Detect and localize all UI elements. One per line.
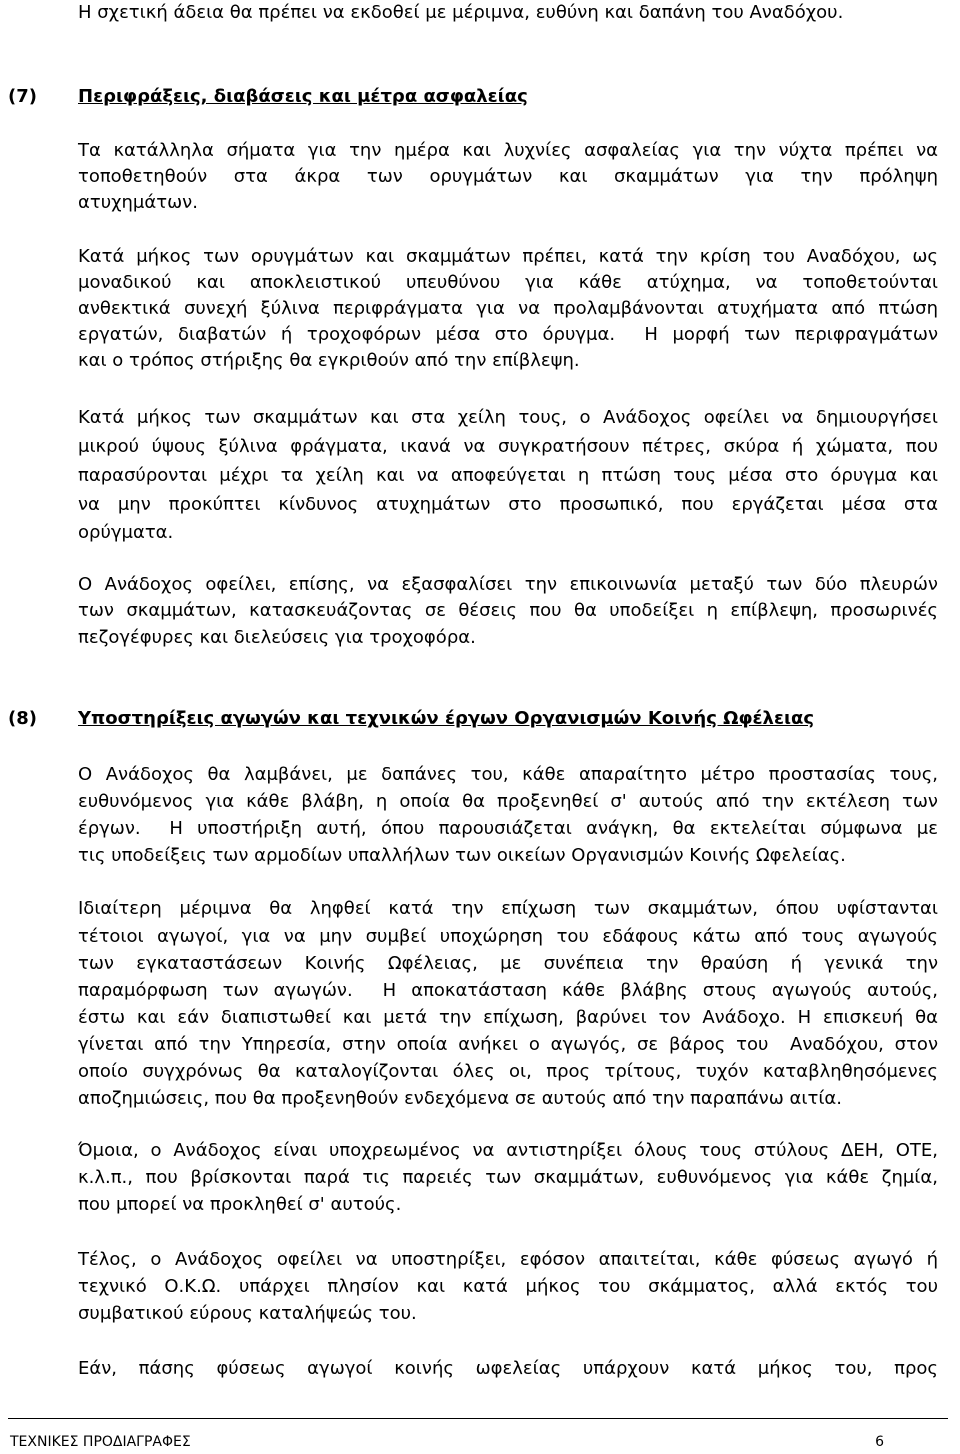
footer-page-number: 6 <box>875 1434 884 1450</box>
text-line: μοναδικού και αποκλειστικού υπευθύνου για κάθε ατύχημα, να τοποθετούνται <box>78 272 938 293</box>
text-line: εργατών, διαβατών ή τροχοφόρων μέσα στο όρυγμα. Η μορφή των περιφραγμάτων <box>78 324 938 345</box>
text-line: ανθεκτικά συνεχή ξύλινα περιφράγματα για να προλαμβάνονται ατυχήματα από πτώση <box>78 298 938 319</box>
text-line: έργων. Η υποστήριξη αυτή, όπου παρουσιάζεται ανάγκη, θα εκτελείται σύμφωνα με <box>78 818 938 839</box>
text-line: τοποθετηθούν στα άκρα των ορυγμάτων και σκαμμάτων για την πρόληψη <box>78 166 938 187</box>
text-line: πεζογέφυρες και διελεύσεις για τροχοφόρα. <box>78 627 476 648</box>
section-7-number: (7) <box>8 86 37 107</box>
text-line: ατυχημάτων. <box>78 192 198 213</box>
text-line: ευθυνόμενος για κάθε βλάβη, η οποία θα προξενηθεί σ' αυτούς από την εκτέλεση των <box>78 791 938 812</box>
text-line: τέτοιοι αγωγοί, για να μην συμβεί υποχώρηση του εδάφους κάτω από τους αγωγούς <box>78 926 938 947</box>
text-line: κ.λ.π., που βρίσκονται παρά τις παρειές των σκαμμάτων, ευθυνόμενος για κάθε ζημία, <box>78 1167 938 1188</box>
text-line: παραμόρφωση των αγωγών. Η αποκατάσταση κάθε βλάβης στους αγωγούς αυτούς, <box>78 980 938 1001</box>
text-line: αποζημιώσεις, που θα προξενηθούν ενδεχόμενα σε αυτούς από την παραπάνω αιτία. <box>78 1088 842 1109</box>
text-line: Τα κατάλληλα σήματα για την ημέρα και λυχνίες ασφαλείας για την νύχτα πρέπει να <box>78 140 938 161</box>
text-line: συμβατικού εύρους καταλήψεώς του. <box>78 1303 417 1324</box>
section-7-title: Περιφράξεις, διαβάσεις και μέτρα ασφαλείας <box>78 86 528 107</box>
text-line: των σκαμμάτων, κατασκευάζοντας σε θέσεις που θα υποδείξει η επίβλεψη, προσωρινές <box>78 600 938 621</box>
text-line: Εάν, πάσης φύσεως αγωγοί κοινής ωφελείας υπάρχουν κατά μήκος του, προς <box>78 1358 938 1379</box>
text-line: γίνεται από την Υπηρεσία, στην οποία ανήκει ο αγωγός, σε βάρος του Αναδόχου, στον <box>78 1034 938 1055</box>
text-line: Κατά μήκος των σκαμμάτων και στα χείλη τους, ο Ανάδοχος οφείλει να δημιουργήσει <box>78 407 938 428</box>
footer-divider <box>8 1418 948 1419</box>
text-line: ορύγματα. <box>78 522 174 543</box>
text-line: οποίο συγχρόνως θα καταλογίζονται όλες οι, προς τρίτους, τυχόν καταβληθησόμενες <box>78 1061 938 1082</box>
text-line: Κατά μήκος των ορυγμάτων και σκαμμάτων πρέπει, κατά την κρίση του Αναδόχου, ως <box>78 246 938 267</box>
text-line: Ο Ανάδοχος οφείλει, επίσης, να εξασφαλίσει την επικοινωνία μεταξύ των δύο πλευρών <box>78 574 938 595</box>
footer-document-title: ΤΕΧΝΙΚΕΣ ΠΡΟΔΙΑΓΡΑΦΕΣ <box>10 1434 191 1450</box>
top-line: Η σχετική άδεια θα πρέπει να εκδοθεί με μέριμνα, ευθύνη και δαπάνη του Αναδόχου. <box>78 2 844 23</box>
text-line: μικρού ύψους ξύλινα φράγματα, ικανά να συγκρατήσουν πέτρες, σκύρα ή χώματα, που <box>78 436 938 457</box>
section-8-number: (8) <box>8 708 37 729</box>
text-line: των εγκαταστάσεων Κοινής Ωφέλειας, με συνέπεια την θραύση ή γενικά την <box>78 953 938 974</box>
text-line: Ο Ανάδοχος θα λαμβάνει, με δαπάνες του, κάθε απαραίτητο μέτρο προστασίας τους, <box>78 764 938 785</box>
text-line: που μπορεί να προκληθεί σ' αυτούς. <box>78 1194 402 1215</box>
text-line: τις υποδείξεις των αρμοδίων υπαλλήλων των οικείων Οργανισμών Κοινής Ωφελείας. <box>78 845 846 866</box>
text-line: Όμοια, ο Ανάδοχος είναι υποχρεωμένος να αντιστηρίξει όλους τους στύλους ΔΕΗ, ΟΤΕ, <box>78 1140 938 1161</box>
text-line: Τέλος, ο Ανάδοχος οφείλει να υποστηρίξει, εφόσον απαιτείται, κάθε φύσεως αγωγό ή <box>78 1249 938 1270</box>
text-line: παρασύρονται μέχρι τα χείλη και να αποφεύγεται η πτώση τους μέσα στο όρυγμα και <box>78 465 938 486</box>
text-line: έστω και εάν διαπιστωθεί και μετά την επίχωση, βαρύνει τον Ανάδοχο. Η επισκευή θα <box>78 1007 938 1028</box>
section-8-title: Υποστηρίξεις αγωγών και τεχνικών έργων Οργανισμών Κοινής Ωφέλειας <box>78 708 815 729</box>
text-line: και ο τρόπος στήριξης θα εγκριθούν από την επίβλεψη. <box>78 350 580 371</box>
text-line: να μην προκύπτει κίνδυνος ατυχημάτων στο προσωπικό, που εργάζεται μέσα στα <box>78 494 938 515</box>
text-line: Ιδιαίτερη μέριμνα θα ληφθεί κατά την επίχωση των σκαμμάτων, όπου υφίστανται <box>78 898 938 919</box>
text-line: τεχνικό Ο.Κ.Ω. υπάρχει πλησίον και κατά μήκος του σκάμματος, αλλά εκτός του <box>78 1276 938 1297</box>
